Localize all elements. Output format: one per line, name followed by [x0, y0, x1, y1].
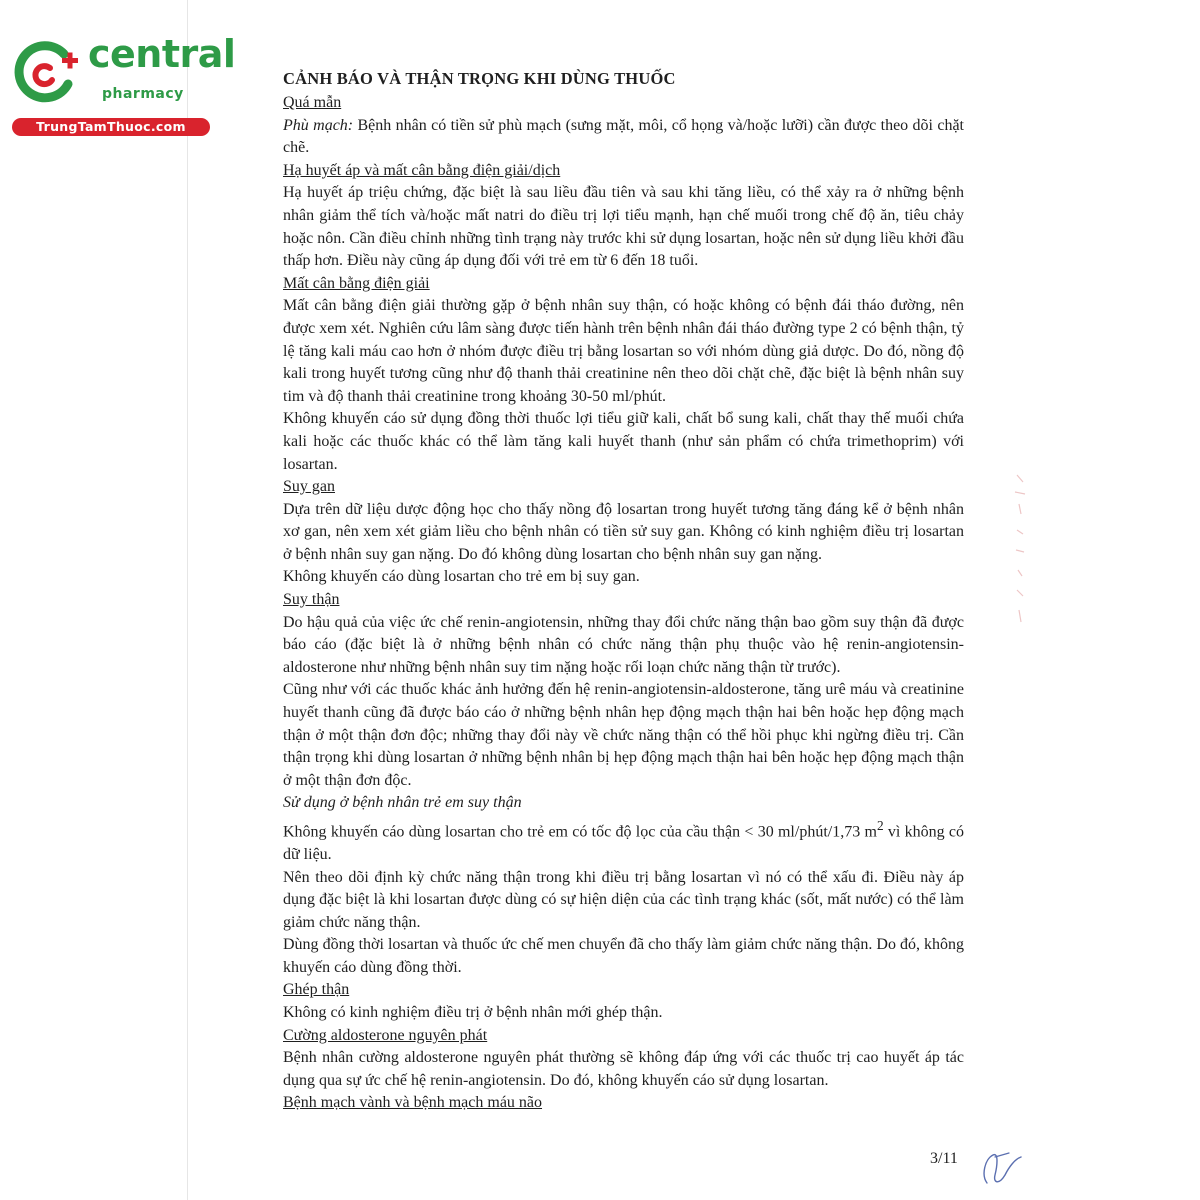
- paragraph-transplant: Không có kinh nghiệm điều trị ở bệnh nhân mới ghép thận.: [283, 1004, 663, 1022]
- section-heading-hypotension: Hạ huyết áp và mất cân bằng điện giải/dịch: [283, 161, 561, 179]
- paragraph-aldosteronism: Bệnh nhân cường aldosterone nguyên phát thường sẽ không đáp ứng với các thuốc trị cao huyết áp tác dụng qua sự ức chế hệ renin-angiotensin. Do đó, không khuyến cáo sử dụng losartan.: [283, 1049, 964, 1089]
- section-heading-coronary: Bệnh mạch vành và bệnh mạch máu não: [283, 1094, 543, 1112]
- section-heading-hepatic: Suy gan: [283, 478, 335, 496]
- section-heading-aldosteronism: Cường aldosterone nguyên phát: [283, 1026, 488, 1044]
- logo-subtitle: pharmacy: [102, 86, 184, 102]
- signature-mark: [975, 1145, 1025, 1190]
- paragraph-hepatic-2: Không khuyến cáo dùng losartan cho trẻ em bị suy gan.: [283, 568, 640, 586]
- pediatric-text-a: Không khuyến cáo dùng losartan cho trẻ em có tốc độ lọc của cầu thận < 30 ml/phút/1,73 m: [283, 823, 877, 841]
- central-pharmacy-logo[interactable]: [12, 32, 236, 136]
- pediatric-text-b: vì không có dữ liệu.: [283, 823, 964, 863]
- page-title: CẢNH BÁO VÀ THẬN TRỌNG KHI DÙNG THUỐC: [283, 69, 676, 88]
- faded-stamp-mark: [1005, 470, 1035, 630]
- paragraph-hypotension: Hạ huyết áp triệu chứng, đặc biệt là sau liều đầu tiên và sau khi tăng liều, có thể xảy ra ở những bệnh nhân giảm thể tích và/hoặc mất natri do điều trị lợi tiểu mạnh, hạn chế muối trong chế độ ăn, tiêu chảy hoặc nôn. Cần điều chỉnh những tình trạng này trước khi sử dụng losartan, hoặc nên sử dụng liều khởi đầu thấp hơn. Điều này cũng áp dụng đối với trẻ em từ 6 đến 18 tuổi.: [283, 184, 964, 270]
- paragraph-angioedema: [283, 115, 964, 160]
- pharmacy-c-cross-icon: [12, 38, 80, 106]
- section-heading-pediatric-renal: Sử dụng ở bệnh nhân trẻ em suy thận: [283, 794, 522, 812]
- logo-website[interactable]: TrungTamThuoc.com: [12, 118, 210, 136]
- pediatric-superscript: 2: [876, 818, 884, 833]
- paragraph-electrolyte-1: Mất cân bằng điện giải thường gặp ở bệnh nhân suy thận, có hoặc không có bệnh đái tháo đường, nên được xem xét. Nghiên cứu lâm sàng được tiến hành trên bệnh nhân đái tháo đường type 2 có bệnh thận, tỷ lệ tăng kali máu cao hơn ở nhóm được điều trị bằng losartan so với nhóm dùng giả dược. Do đó, nồng độ kali trong huyết tương cũng như độ thanh thải creatinine nên theo dõi chặt chẽ, đặc biệt là bệnh nhân suy tim và độ thanh thải creatinine trong khoảng 30-50 ml/phút.: [283, 297, 964, 405]
- section-heading-electrolyte: Mất cân bằng điện giải: [283, 274, 430, 292]
- paragraph-pediatric-3: Dùng đồng thời losartan và thuốc ức chế men chuyển đã cho thấy làm giảm chức năng thận. Do đó, không khuyến cáo dùng đồng thời.: [283, 936, 964, 976]
- section-heading-transplant: Ghép thận: [283, 981, 350, 999]
- page-number: 3/11: [930, 1150, 958, 1167]
- paragraph-electrolyte-2: Không khuyến cáo sử dụng đồng thời thuốc lợi tiểu giữ kali, chất bổ sung kali, chất thay thế muối chứa kali hoặc các thuốc khác có thể làm tăng kali huyết thanh (như sản phẩm có chứa trimethoprim) với losartan.: [283, 410, 964, 473]
- section-heading-hypersensitivity: Quá mẫn: [283, 94, 342, 111]
- page-margin-line: [187, 0, 188, 1200]
- paragraph-hepatic-1: Dựa trên dữ liệu dược động học cho thấy nồng độ losartan trong huyết tương tăng đáng kể ở bệnh nhân xơ gan, nên xem xét giảm liều cho bệnh nhân có tiền sử suy gan. Không có kinh nghiệm điều trị losartan ở bệnh nhân suy gan nặng. Do đó không dùng losartan cho bệnh nhân suy gan nặng.: [283, 500, 964, 563]
- section-heading-renal: Suy thận: [283, 591, 340, 609]
- paragraph-renal-2: Cũng như với các thuốc khác ảnh hưởng đến hệ renin-angiotensin-aldosterone, tăng urê máu và creatinine huyết thanh cũng đã được báo cáo ở những bệnh nhân hẹp động mạch thận hai bên hoặc hẹp động mạch thận ở một thận đơn độc; những thay đổi này về chức năng thận có thể hồi phục khi ngừng điều trị. Cần thận trọng khi dùng losartan ở những bệnh nhân bị hẹp động mạch thận hai bên hoặc hẹp động mạch thận ở một thận đơn độc.: [283, 681, 964, 789]
- paragraph-renal-1: Do hậu quả của việc ức chế renin-angiotensin, những thay đổi chức năng thận bao gồm suy thận đã được báo cáo (đặc biệt là ở những bệnh nhân có chức năng thận phụ thuộc vào hệ renin-angiotensin-aldosterone như những bệnh nhân suy tim nặng hoặc rối loạn chức năng thận từ trước).: [283, 613, 964, 676]
- paragraph-pediatric-2: Nên theo dõi định kỳ chức năng thận trong khi điều trị bằng losartan vì nó có thể xấu đi. Điều này áp dụng đặc biệt là khi losartan được dùng có sự hiện diện của các tình trạng khác (sốt, mất nước) có thể làm giảm chức năng thận.: [283, 868, 964, 931]
- document-body: [283, 66, 964, 1115]
- angioedema-lead: Phù mạch:: [283, 116, 354, 134]
- paragraph-pediatric-1: [283, 815, 964, 867]
- angioedema-text: Bệnh nhân có tiền sử phù mạch (sưng mặt, môi, cổ họng và/hoặc lưỡi) cần được theo dõi chặt chẽ.: [283, 116, 964, 157]
- logo-brand-name: central: [88, 32, 236, 76]
